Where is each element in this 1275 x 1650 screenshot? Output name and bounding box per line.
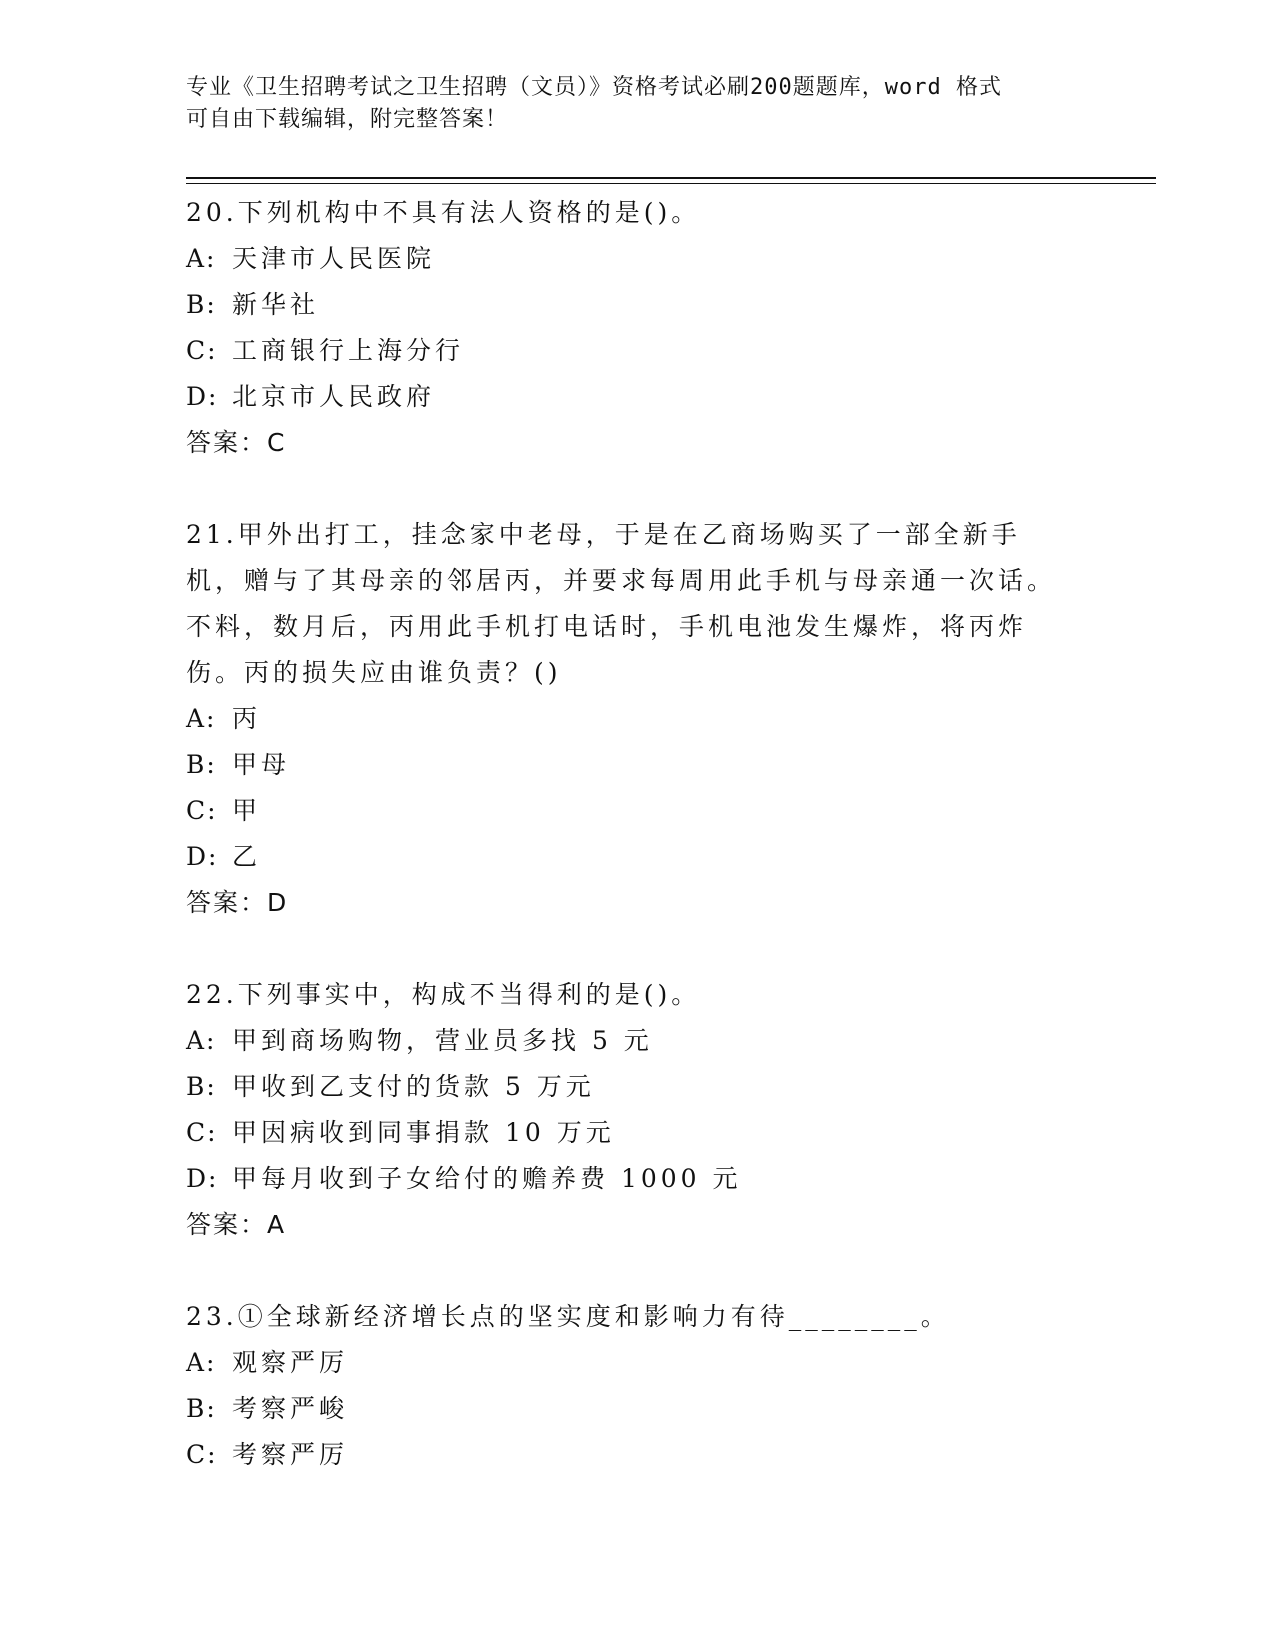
option-text: 新华社 xyxy=(232,290,320,319)
option-text: 甲到商场购物，营业员多找 5 元 xyxy=(232,1026,653,1055)
question-21 xyxy=(186,512,1066,926)
option-c xyxy=(186,1432,1066,1478)
answer-line: 答案：A xyxy=(186,1210,287,1239)
option-letter: C: xyxy=(186,796,218,825)
header-divider-thin xyxy=(186,183,1156,184)
option-c xyxy=(186,1110,1066,1156)
option-letter: A: xyxy=(186,1026,217,1055)
option-text: 甲收到乙支付的货款 5 万元 xyxy=(232,1072,595,1101)
option-letter: B: xyxy=(186,290,217,319)
option-b xyxy=(186,282,1066,328)
header-line-1: 专业《卫生招聘考试之卫生招聘（文员）》资格考试必刷200题题库，word 格式 xyxy=(186,75,1002,100)
option-letter: D: xyxy=(186,382,219,411)
option-d xyxy=(186,834,1066,880)
option-letter: D: xyxy=(186,842,219,871)
option-letter: B: xyxy=(186,1072,217,1101)
option-letter: C: xyxy=(186,1118,218,1147)
option-c xyxy=(186,328,1066,374)
option-letter: B: xyxy=(186,1394,217,1423)
option-text: 甲 xyxy=(232,796,262,825)
option-letter: C: xyxy=(186,336,218,365)
option-text: 丙 xyxy=(232,704,262,733)
option-text: 工商银行上海分行 xyxy=(232,336,465,365)
question-22 xyxy=(186,972,1066,1248)
question-title: 22.下列事实中，构成不当得利的是()。 xyxy=(186,980,701,1009)
option-text: 考察严峻 xyxy=(232,1394,349,1423)
option-text: 甲每月收到子女给付的赡养费 1000 元 xyxy=(232,1164,742,1193)
option-b xyxy=(186,742,1066,788)
answer-line: 答案：D xyxy=(186,888,289,917)
question-title: 23.①全球新经济增长点的坚实度和影响力有待________。 xyxy=(186,1302,950,1331)
question-23 xyxy=(186,1294,1066,1478)
question-title: 20.下列机构中不具有法人资格的是()。 xyxy=(186,198,701,227)
option-text: 北京市人民政府 xyxy=(232,382,436,411)
option-a xyxy=(186,1018,1066,1064)
option-b xyxy=(186,1386,1066,1432)
option-d xyxy=(186,374,1066,420)
option-text: 考察严厉 xyxy=(232,1440,349,1469)
option-text: 天津市人民医院 xyxy=(232,244,436,273)
option-letter: C: xyxy=(186,1440,218,1469)
option-letter: B: xyxy=(186,750,217,779)
answer-line: 答案：C xyxy=(186,428,287,457)
header-line-2: 可自由下载编辑，附完整答案！ xyxy=(186,107,509,132)
document-header xyxy=(186,72,1066,136)
question-title: 21.甲外出打工，挂念家中老母，于是在乙商场购买了一部全新手机，赠与了其母亲的邻居丙，并要求每周用此手机与母亲通一次话。不料，数月后，丙用此手机打电话时，手机电池发生爆炸，将丙炸伤。丙的损失应由谁负责？() xyxy=(186,520,1057,687)
option-letter: A: xyxy=(186,704,217,733)
option-text: 乙 xyxy=(232,842,262,871)
option-text: 甲母 xyxy=(232,750,291,779)
option-d xyxy=(186,1156,1066,1202)
option-text: 甲因病收到同事捐款 10 万元 xyxy=(232,1118,615,1147)
option-a xyxy=(186,1340,1066,1386)
option-b xyxy=(186,1064,1066,1110)
option-a xyxy=(186,236,1066,282)
option-c xyxy=(186,788,1066,834)
option-text: 观察严厉 xyxy=(232,1348,349,1377)
option-letter: A: xyxy=(186,244,217,273)
option-letter: A: xyxy=(186,1348,217,1377)
header-divider-thick xyxy=(186,177,1156,179)
option-a xyxy=(186,696,1066,742)
question-list xyxy=(186,190,1066,1524)
option-letter: D: xyxy=(186,1164,219,1193)
question-20 xyxy=(186,190,1066,466)
